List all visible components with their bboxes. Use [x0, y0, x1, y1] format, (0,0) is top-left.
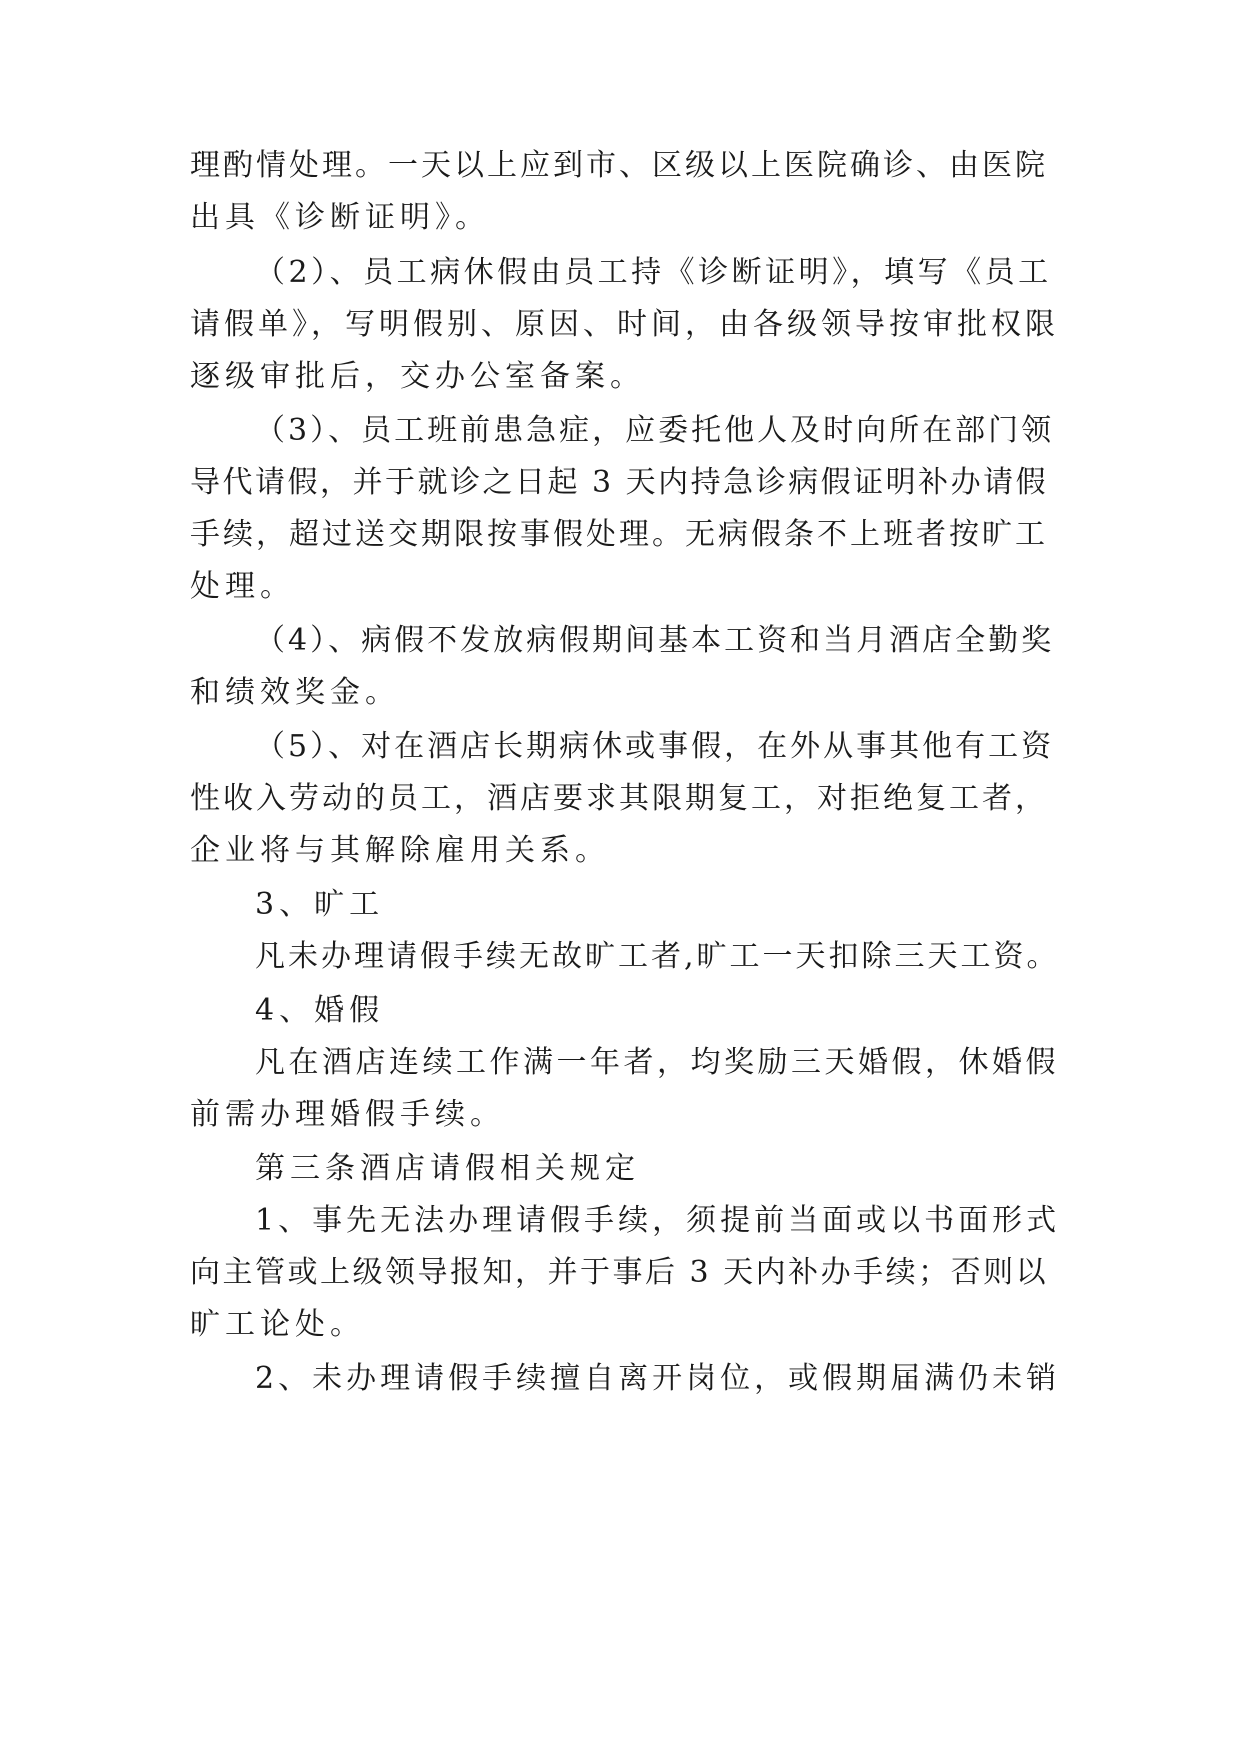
text-line: 企业将与其解除雇用关系。: [190, 833, 610, 868]
text-line: 2、未办理请假手续擅自离开岗位，或假期届满仍未销: [255, 1361, 1061, 1396]
section-heading: 第三条酒店请假相关规定: [255, 1151, 640, 1186]
text-line: 出具《诊断证明》。: [190, 200, 490, 235]
text-line: 逐级审批后，交办公室备案。: [190, 359, 645, 394]
text-line: 前需办理婚假手续。: [190, 1097, 505, 1132]
text-line: （5）、对在酒店长期病休或事假，在外从事其他有工资: [255, 729, 1055, 764]
text-line: 1、事先无法办理请假手续，须提前当面或以书面形式: [255, 1203, 1061, 1238]
text-line: 手续，超过送交期限按事假处理。无病假条不上班者按旷工: [190, 517, 1048, 552]
text-line: 凡在酒店连续工作满一年者，均奖励三天婚假，休婚假: [255, 1045, 1059, 1080]
section-heading: 3、旷工: [255, 887, 385, 922]
text-line: 向主管或上级领导报知，并于事后 3 天内补办手续；否则以: [190, 1255, 1049, 1290]
section-heading: 4、婚假: [255, 993, 385, 1028]
text-line: 凡未办理请假手续无故旷工者,旷工一天扣除三天工资。: [255, 939, 1060, 974]
text-line: 理酌情处理。一天以上应到市、区级以上医院确诊、由医院: [190, 148, 1048, 183]
text-line: 旷工论处。: [190, 1307, 365, 1342]
text-line: 导代请假，并于就诊之日起 3 天内持急诊病假证明补办请假: [190, 465, 1049, 500]
text-line: 请假单》，写明假别、原因、时间，由各级领导按审批权限: [190, 307, 1059, 342]
text-line: （3）、员工班前患急症，应委托他人及时向所在部门领: [255, 413, 1055, 448]
text-line: 性收入劳动的员工，酒店要求其限期复工，对拒绝复工者，: [190, 781, 1048, 816]
text-line: 和绩效奖金。: [190, 675, 400, 710]
text-line: （2）、员工病休假由员工持《诊断证明》，填写《员工: [255, 255, 1052, 290]
text-line: （4）、病假不发放病假期间基本工资和当月酒店全勤奖: [255, 623, 1055, 658]
text-line: 处理。: [190, 569, 295, 604]
